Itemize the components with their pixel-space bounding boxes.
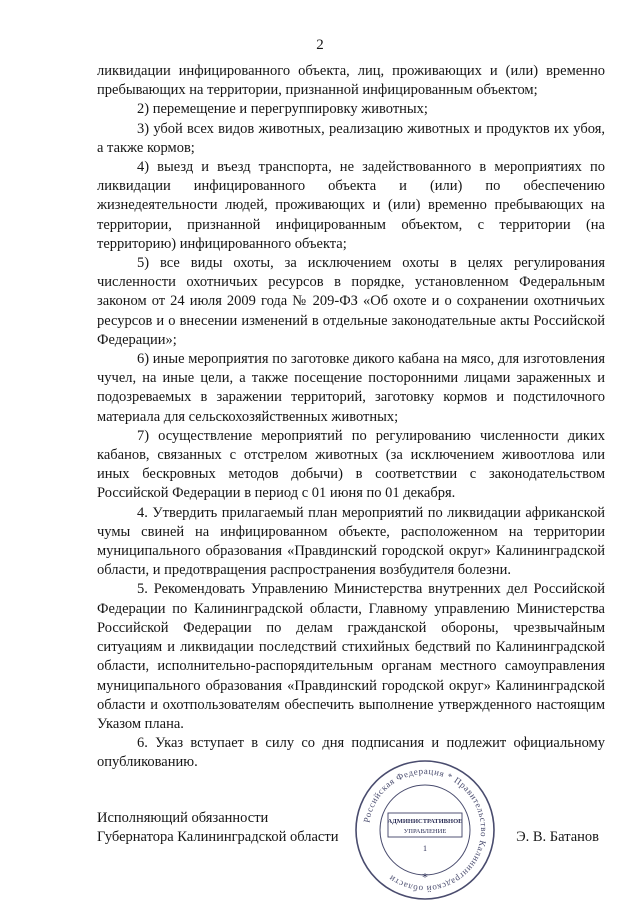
list-item-6: 6) иные мероприятия по заготовке дикого кабана на мясо, для изготовления чучел, на иные цели, а также посещение посторонними лицами зараженных и подозреваемых в заражении территорий, заготовку кормов и подстилочного материала для сельскохозяйственных животных;	[97, 351, 605, 425]
page-number: 2	[316, 37, 324, 53]
official-seal-stamp	[352, 757, 498, 903]
signatory-title	[97, 809, 338, 847]
list-item-7: 7) осуществление мероприятий по регулированию численности диких кабанов, связанных с отстрелом животных (за исключением живоотлова или иных бескровных методов добычи) в соответствии с законодательством Российской Федерации в период с 01 июня по 01 декабря.	[97, 427, 605, 502]
paragraph-continuation: ликвидации инфицированного объекта, лиц, проживающих и (или) временно пребывающих на территории, признанной инфицированным объектом;	[97, 63, 605, 99]
clause-4: 4. Утвердить прилагаемый план мероприятий по ликвидации африканской чумы свиней на инфицированном объекте, расположенном на территории муниципального образования «Правдинский городской округ» Калининградской области, и предотвращения распространения возбудителя болезни.	[97, 504, 605, 579]
list-item-2: 2) перемещение и перегруппировку животных;	[137, 101, 428, 118]
seal-center-line2: УПРАВЛЕНИЕ	[403, 828, 447, 835]
seal-star-icon: *	[422, 871, 428, 884]
clause-6: 6. Указ вступает в силу со дня подписания и подлежит официальному опубликованию.	[97, 735, 605, 771]
signatory-name: Э. В. Батанов	[516, 829, 599, 845]
list-item-4: 4) выезд и въезд транспорта, не задействованного в мероприятиях по ликвидации инфицированного объекта и (или) по обеспечению жизнедеятельности людей, проживающих и (или) временно пребывающих на территории, признанной инфицированным объектом, с территории (на территорию) инфицированного объекта;	[97, 159, 605, 252]
seal-center-number: 1	[423, 844, 427, 853]
signatory-title-line1: Исполняющий обязанности	[97, 810, 269, 826]
document-body	[97, 62, 605, 773]
signature-block	[97, 809, 605, 849]
list-item-3: 3) убой всех видов животных, реализацию животных и продуктов их убоя, а также кормов;	[97, 120, 605, 156]
signatory-title-line2: Губернатора Калининградской области	[97, 829, 339, 846]
list-item-5: 5) все виды охоты, за исключением охоты в целях регулирования численности охотничьих ресурсов в порядке, установленном Федеральным законом от 24 июля 2009 года № 209-ФЗ «Об охоте и о сохранении охотничьих ресурсов и о внесении изменений в отдельные законодательные акты Российской Федерации»;	[97, 255, 605, 348]
seal-ring-text: Российская Федерация * Правительство Калининградской области	[361, 765, 490, 895]
seal-center-line1: АДМИНИСТРАТИВНОЕ	[387, 818, 463, 825]
clause-5: 5. Рекомендовать Управлению Министерства внутренних дел Российской Федерации по Калининградской области, Главному управлению Министерства Российской Федерации по делам гражданской обороны, чрезвычайным ситуациям и ликвидации последствий стихийных бедствий по Калининградской области, исполнительно-распорядительным органам местного самоуправления муниципального образования «Правдинский городской округ» Калининградской области и охотпользователям обеспечить выполнение утвержденного настоящим Указом плана.	[97, 581, 605, 732]
